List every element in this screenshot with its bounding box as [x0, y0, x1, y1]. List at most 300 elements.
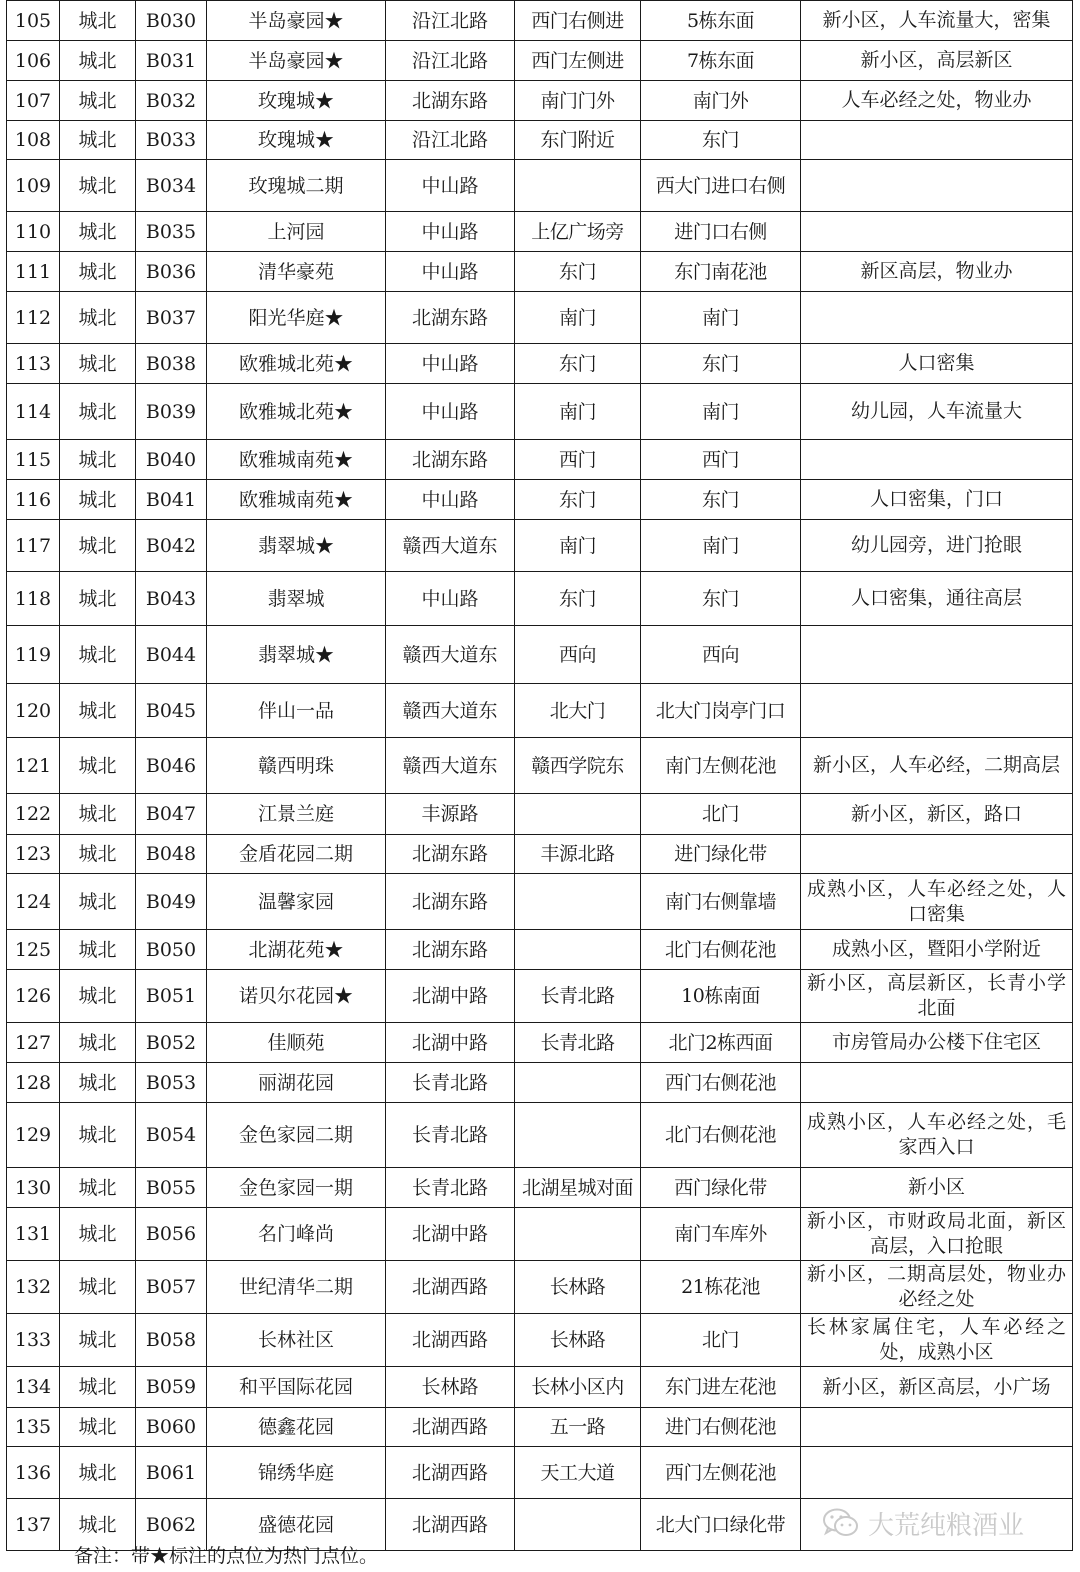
- position-cell: 北门2栋西面: [641, 1023, 801, 1063]
- community-name-cell: 翡翠城: [207, 572, 386, 626]
- community-name-cell: 锦绣华庭: [207, 1447, 386, 1499]
- position-cell: 东门: [641, 480, 801, 520]
- district-cell: 城北: [60, 684, 136, 738]
- location-cell: 赣西学院东: [515, 738, 641, 794]
- table-row: [7, 41, 1073, 81]
- data-table: [6, 0, 1073, 1551]
- district-cell: 城北: [60, 1499, 136, 1551]
- location-cell: 西门右侧进: [515, 1, 641, 41]
- position-cell: 东门南花池: [641, 252, 801, 292]
- wechat-icon: [822, 1507, 860, 1539]
- district-cell: 城北: [60, 41, 136, 81]
- location-cell: 长林小区内: [515, 1367, 641, 1408]
- position-cell: 西门绿化带: [641, 1168, 801, 1208]
- position-cell: 进门绿化带: [641, 835, 801, 874]
- code-cell: B038: [136, 344, 207, 384]
- road-cell: 中山路: [386, 572, 515, 626]
- location-cell: 长青北路: [515, 970, 641, 1023]
- code-cell: B051: [136, 970, 207, 1023]
- road-cell: 赣西大道东: [386, 738, 515, 794]
- community-name-cell: 半岛豪园★: [207, 41, 386, 81]
- community-name-cell: 翡翠城★: [207, 626, 386, 684]
- district-cell: 城北: [60, 1367, 136, 1408]
- row-number-cell: 117: [7, 520, 60, 572]
- road-cell: 中山路: [386, 480, 515, 520]
- road-cell: 北湖西路: [386, 1261, 515, 1314]
- code-cell: B046: [136, 738, 207, 794]
- community-name-cell: 金色家园二期: [207, 1103, 386, 1168]
- district-cell: 城北: [60, 292, 136, 344]
- table-row: [7, 344, 1073, 384]
- community-name-cell: 欧雅城南苑★: [207, 480, 386, 520]
- row-number-cell: 111: [7, 252, 60, 292]
- road-cell: 北湖东路: [386, 835, 515, 874]
- community-name-cell: 欧雅城北苑★: [207, 384, 386, 440]
- location-cell: 北湖星城对面: [515, 1168, 641, 1208]
- row-number-cell: 120: [7, 684, 60, 738]
- code-cell: B036: [136, 252, 207, 292]
- community-name-cell: 玫瑰城二期: [207, 160, 386, 212]
- road-cell: 丰源路: [386, 794, 515, 835]
- location-cell: 南门: [515, 384, 641, 440]
- district-cell: 城北: [60, 480, 136, 520]
- community-name-cell: 温馨家园: [207, 874, 386, 930]
- note-cell: 市房管局办公楼下住宅区: [801, 1023, 1073, 1063]
- note-cell: 新小区，市财政局北面，新区高层，入口抢眼: [801, 1208, 1073, 1261]
- note-cell: 新小区，新区，路口: [801, 794, 1073, 835]
- note-cell: 新小区，高层新区: [801, 41, 1073, 81]
- district-cell: 城北: [60, 1103, 136, 1168]
- district-cell: 城北: [60, 1314, 136, 1367]
- road-cell: 北湖中路: [386, 1023, 515, 1063]
- district-cell: 城北: [60, 1063, 136, 1103]
- watermark-text: 大荒纯粮酒业: [868, 1510, 1025, 1541]
- note-cell: 新小区，新区高层，小广场: [801, 1367, 1073, 1408]
- code-cell: B048: [136, 835, 207, 874]
- code-cell: B056: [136, 1208, 207, 1261]
- table-row: [7, 930, 1073, 970]
- table-row: [7, 1408, 1073, 1447]
- road-cell: 中山路: [386, 252, 515, 292]
- road-cell: 赣西大道东: [386, 626, 515, 684]
- location-cell: 东门: [515, 252, 641, 292]
- row-number-cell: 114: [7, 384, 60, 440]
- district-cell: 城北: [60, 794, 136, 835]
- note-cell: 幼儿园旁，进门抢眼: [801, 520, 1073, 572]
- note-cell: 人车必经之处，物业办: [801, 81, 1073, 121]
- road-cell: 中山路: [386, 160, 515, 212]
- location-cell: 东门: [515, 344, 641, 384]
- table-row: [7, 835, 1073, 874]
- table-row: [7, 1447, 1073, 1499]
- position-cell: 南门: [641, 520, 801, 572]
- location-cell: 东门: [515, 572, 641, 626]
- table-row: [7, 1208, 1073, 1261]
- position-cell: 东门: [641, 572, 801, 626]
- row-number-cell: 116: [7, 480, 60, 520]
- code-cell: B062: [136, 1499, 207, 1551]
- watermark: [822, 1505, 1024, 1541]
- district-cell: 城北: [60, 1023, 136, 1063]
- table-row: [7, 292, 1073, 344]
- code-cell: B052: [136, 1023, 207, 1063]
- position-cell: 南门: [641, 292, 801, 344]
- district-cell: 城北: [60, 1261, 136, 1314]
- location-cell: 西向: [515, 626, 641, 684]
- location-cell: 西门: [515, 440, 641, 480]
- location-cell: 丰源北路: [515, 835, 641, 874]
- note-cell: [801, 1063, 1073, 1103]
- note-cell: 人口密集: [801, 344, 1073, 384]
- note-cell: [801, 1447, 1073, 1499]
- note-cell: 人口密集，门口: [801, 480, 1073, 520]
- table-row: [7, 970, 1073, 1023]
- location-cell: 南门: [515, 292, 641, 344]
- road-cell: 北湖东路: [386, 292, 515, 344]
- location-cell: [515, 1103, 641, 1168]
- table-row: [7, 440, 1073, 480]
- code-cell: B034: [136, 160, 207, 212]
- code-cell: B047: [136, 794, 207, 835]
- district-cell: 城北: [60, 1447, 136, 1499]
- road-cell: 北湖东路: [386, 440, 515, 480]
- table-row: [7, 160, 1073, 212]
- position-cell: 北大门口绿化带: [641, 1499, 801, 1551]
- position-cell: 进门口右侧: [641, 212, 801, 252]
- code-cell: B041: [136, 480, 207, 520]
- code-cell: B055: [136, 1168, 207, 1208]
- note-cell: 人口密集，通往高层: [801, 572, 1073, 626]
- community-name-cell: 半岛豪园★: [207, 1, 386, 41]
- row-number-cell: 130: [7, 1168, 60, 1208]
- table-row: [7, 212, 1073, 252]
- location-cell: [515, 1499, 641, 1551]
- location-cell: 上亿广场旁: [515, 212, 641, 252]
- table-row: [7, 1261, 1073, 1314]
- note-cell: 新区高层，物业办: [801, 252, 1073, 292]
- location-cell: [515, 794, 641, 835]
- table-row: [7, 1063, 1073, 1103]
- table-row: [7, 738, 1073, 794]
- community-name-cell: 赣西明珠: [207, 738, 386, 794]
- district-cell: 城北: [60, 626, 136, 684]
- community-name-cell: 伴山一品: [207, 684, 386, 738]
- row-number-cell: 112: [7, 292, 60, 344]
- district-cell: 城北: [60, 572, 136, 626]
- road-cell: 北湖中路: [386, 1208, 515, 1261]
- row-number-cell: 133: [7, 1314, 60, 1367]
- district-cell: 城北: [60, 384, 136, 440]
- community-name-cell: 丽湖花园: [207, 1063, 386, 1103]
- code-cell: B054: [136, 1103, 207, 1168]
- district-cell: 城北: [60, 738, 136, 794]
- note-cell: [801, 160, 1073, 212]
- table-row: [7, 1367, 1073, 1408]
- note-cell: [801, 440, 1073, 480]
- note-cell: 长林家属住宅，人车必经之处，成熟小区: [801, 1314, 1073, 1367]
- community-name-cell: 长林社区: [207, 1314, 386, 1367]
- note-cell: [801, 626, 1073, 684]
- position-cell: 北大门岗亭门口: [641, 684, 801, 738]
- district-cell: 城北: [60, 160, 136, 212]
- position-cell: 北门右侧花池: [641, 1103, 801, 1168]
- table-row: [7, 684, 1073, 738]
- note-cell: [801, 1408, 1073, 1447]
- road-cell: 长林路: [386, 1367, 515, 1408]
- row-number-cell: 132: [7, 1261, 60, 1314]
- location-cell: 西门左侧进: [515, 41, 641, 81]
- district-cell: 城北: [60, 212, 136, 252]
- road-cell: 沿江北路: [386, 121, 515, 160]
- table-row: [7, 626, 1073, 684]
- position-cell: 7栋东面: [641, 41, 801, 81]
- table-row: [7, 794, 1073, 835]
- table-row: [7, 572, 1073, 626]
- code-cell: B033: [136, 121, 207, 160]
- location-cell: [515, 1208, 641, 1261]
- row-number-cell: 137: [7, 1499, 60, 1551]
- road-cell: 长青北路: [386, 1103, 515, 1168]
- row-number-cell: 123: [7, 835, 60, 874]
- location-cell: 南门: [515, 520, 641, 572]
- table-row: [7, 520, 1073, 572]
- table-row: [7, 384, 1073, 440]
- row-number-cell: 127: [7, 1023, 60, 1063]
- note-cell: [801, 684, 1073, 738]
- road-cell: 沿江北路: [386, 41, 515, 81]
- position-cell: 进门右侧花池: [641, 1408, 801, 1447]
- table-row: [7, 480, 1073, 520]
- district-cell: 城北: [60, 1, 136, 41]
- position-cell: 南门: [641, 384, 801, 440]
- row-number-cell: 115: [7, 440, 60, 480]
- position-cell: 南门左侧花池: [641, 738, 801, 794]
- position-cell: 南门外: [641, 81, 801, 121]
- row-number-cell: 106: [7, 41, 60, 81]
- note-cell: 新小区，人车流量大，密集: [801, 1, 1073, 41]
- position-cell: 21栋花池: [641, 1261, 801, 1314]
- district-cell: 城北: [60, 835, 136, 874]
- code-cell: B059: [136, 1367, 207, 1408]
- location-cell: 长林路: [515, 1261, 641, 1314]
- note-cell: 成熟小区，人车必经之处，毛家西入口: [801, 1103, 1073, 1168]
- road-cell: 北湖西路: [386, 1314, 515, 1367]
- location-cell: 长林路: [515, 1314, 641, 1367]
- table-row: [7, 874, 1073, 930]
- table-row: [7, 1168, 1073, 1208]
- community-name-cell: 翡翠城★: [207, 520, 386, 572]
- code-cell: B030: [136, 1, 207, 41]
- table-row: [7, 1103, 1073, 1168]
- code-cell: B060: [136, 1408, 207, 1447]
- code-cell: B049: [136, 874, 207, 930]
- district-cell: 城北: [60, 520, 136, 572]
- row-number-cell: 105: [7, 1, 60, 41]
- location-cell: 南门门外: [515, 81, 641, 121]
- community-name-cell: 阳光华庭★: [207, 292, 386, 344]
- community-name-cell: 玫瑰城★: [207, 81, 386, 121]
- location-cell: 东门: [515, 480, 641, 520]
- row-number-cell: 122: [7, 794, 60, 835]
- code-cell: B045: [136, 684, 207, 738]
- code-cell: B053: [136, 1063, 207, 1103]
- row-number-cell: 125: [7, 930, 60, 970]
- position-cell: 南门右侧靠墙: [641, 874, 801, 930]
- row-number-cell: 109: [7, 160, 60, 212]
- row-number-cell: 108: [7, 121, 60, 160]
- community-name-cell: 诺贝尔花园★: [207, 970, 386, 1023]
- location-cell: [515, 930, 641, 970]
- code-cell: B050: [136, 930, 207, 970]
- code-cell: B032: [136, 81, 207, 121]
- position-cell: 南门车库外: [641, 1208, 801, 1261]
- community-name-cell: 和平国际花园: [207, 1367, 386, 1408]
- road-cell: 长青北路: [386, 1168, 515, 1208]
- position-cell: 10栋南面: [641, 970, 801, 1023]
- note-cell: 成熟小区，暨阳小学附近: [801, 930, 1073, 970]
- district-cell: 城北: [60, 440, 136, 480]
- community-name-cell: 上河园: [207, 212, 386, 252]
- table-row: [7, 1314, 1073, 1367]
- row-number-cell: 136: [7, 1447, 60, 1499]
- table-row: [7, 1023, 1073, 1063]
- road-cell: 北湖东路: [386, 930, 515, 970]
- position-cell: 西向: [641, 626, 801, 684]
- location-cell: 长青北路: [515, 1023, 641, 1063]
- location-cell: [515, 160, 641, 212]
- location-cell: 五一路: [515, 1408, 641, 1447]
- community-name-cell: 名门峰尚: [207, 1208, 386, 1261]
- district-cell: 城北: [60, 121, 136, 160]
- position-cell: 西大门进口右侧: [641, 160, 801, 212]
- position-cell: 北门: [641, 794, 801, 835]
- district-cell: 城北: [60, 344, 136, 384]
- district-cell: 城北: [60, 970, 136, 1023]
- code-cell: B043: [136, 572, 207, 626]
- road-cell: 北湖东路: [386, 874, 515, 930]
- row-number-cell: 113: [7, 344, 60, 384]
- location-cell: 东门附近: [515, 121, 641, 160]
- row-number-cell: 134: [7, 1367, 60, 1408]
- row-number-cell: 135: [7, 1408, 60, 1447]
- position-cell: 东门进左花池: [641, 1367, 801, 1408]
- note-cell: 成熟小区，人车必经之处，人口密集: [801, 874, 1073, 930]
- road-cell: 中山路: [386, 344, 515, 384]
- road-cell: 长青北路: [386, 1063, 515, 1103]
- code-cell: B037: [136, 292, 207, 344]
- code-cell: B042: [136, 520, 207, 572]
- position-cell: 东门: [641, 344, 801, 384]
- row-number-cell: 107: [7, 81, 60, 121]
- code-cell: B031: [136, 41, 207, 81]
- code-cell: B035: [136, 212, 207, 252]
- road-cell: 北湖东路: [386, 81, 515, 121]
- code-cell: B039: [136, 384, 207, 440]
- code-cell: B044: [136, 626, 207, 684]
- district-cell: 城北: [60, 1168, 136, 1208]
- community-name-cell: 盛德花园: [207, 1499, 386, 1551]
- position-cell: 西门: [641, 440, 801, 480]
- community-name-cell: 欧雅城南苑★: [207, 440, 386, 480]
- note-cell: 幼儿园，人车流量大: [801, 384, 1073, 440]
- row-number-cell: 118: [7, 572, 60, 626]
- row-number-cell: 131: [7, 1208, 60, 1261]
- table-row: [7, 1, 1073, 41]
- note-cell: [801, 292, 1073, 344]
- road-cell: 北湖西路: [386, 1499, 515, 1551]
- road-cell: 中山路: [386, 384, 515, 440]
- location-cell: 北大门: [515, 684, 641, 738]
- note-cell: [801, 121, 1073, 160]
- table-row: [7, 252, 1073, 292]
- district-cell: 城北: [60, 874, 136, 930]
- row-number-cell: 129: [7, 1103, 60, 1168]
- note-cell: 新小区，高层新区，长青小学北面: [801, 970, 1073, 1023]
- community-name-cell: 江景兰庭: [207, 794, 386, 835]
- community-name-cell: 清华豪苑: [207, 252, 386, 292]
- community-name-cell: 世纪清华二期: [207, 1261, 386, 1314]
- road-cell: 北湖西路: [386, 1408, 515, 1447]
- community-name-cell: 欧雅城北苑★: [207, 344, 386, 384]
- road-cell: 中山路: [386, 212, 515, 252]
- row-number-cell: 119: [7, 626, 60, 684]
- position-cell: 5栋东面: [641, 1, 801, 41]
- road-cell: 北湖西路: [386, 1447, 515, 1499]
- footnote: 备注：带★标注的点位为热门点位。: [74, 1545, 379, 1567]
- position-cell: 西门左侧花池: [641, 1447, 801, 1499]
- code-cell: B061: [136, 1447, 207, 1499]
- position-cell: 北门右侧花池: [641, 930, 801, 970]
- note-cell: [801, 835, 1073, 874]
- community-name-cell: 金色家园一期: [207, 1168, 386, 1208]
- location-cell: 天工大道: [515, 1447, 641, 1499]
- code-cell: B058: [136, 1314, 207, 1367]
- location-cell: [515, 1063, 641, 1103]
- road-cell: 赣西大道东: [386, 520, 515, 572]
- position-cell: 北门: [641, 1314, 801, 1367]
- road-cell: 北湖中路: [386, 970, 515, 1023]
- note-cell: [801, 212, 1073, 252]
- location-cell: [515, 874, 641, 930]
- note-cell: 新小区: [801, 1168, 1073, 1208]
- community-name-cell: 金盾花园二期: [207, 835, 386, 874]
- community-name-cell: 玫瑰城★: [207, 121, 386, 160]
- road-cell: 沿江北路: [386, 1, 515, 41]
- row-number-cell: 110: [7, 212, 60, 252]
- row-number-cell: 124: [7, 874, 60, 930]
- community-name-cell: 佳顺苑: [207, 1023, 386, 1063]
- row-number-cell: 121: [7, 738, 60, 794]
- road-cell: 赣西大道东: [386, 684, 515, 738]
- table-row: [7, 81, 1073, 121]
- district-cell: 城北: [60, 252, 136, 292]
- community-name-cell: 德鑫花园: [207, 1408, 386, 1447]
- position-cell: 东门: [641, 121, 801, 160]
- note-cell: 新小区，二期高层处，物业办必经之处: [801, 1261, 1073, 1314]
- district-cell: 城北: [60, 1208, 136, 1261]
- row-number-cell: 126: [7, 970, 60, 1023]
- district-cell: 城北: [60, 930, 136, 970]
- code-cell: B040: [136, 440, 207, 480]
- note-cell: 新小区，人车必经，二期高层: [801, 738, 1073, 794]
- position-cell: 西门右侧花池: [641, 1063, 801, 1103]
- row-number-cell: 128: [7, 1063, 60, 1103]
- district-cell: 城北: [60, 81, 136, 121]
- table-body: [7, 1, 1073, 1551]
- district-cell: 城北: [60, 1408, 136, 1447]
- table-row: [7, 121, 1073, 160]
- code-cell: B057: [136, 1261, 207, 1314]
